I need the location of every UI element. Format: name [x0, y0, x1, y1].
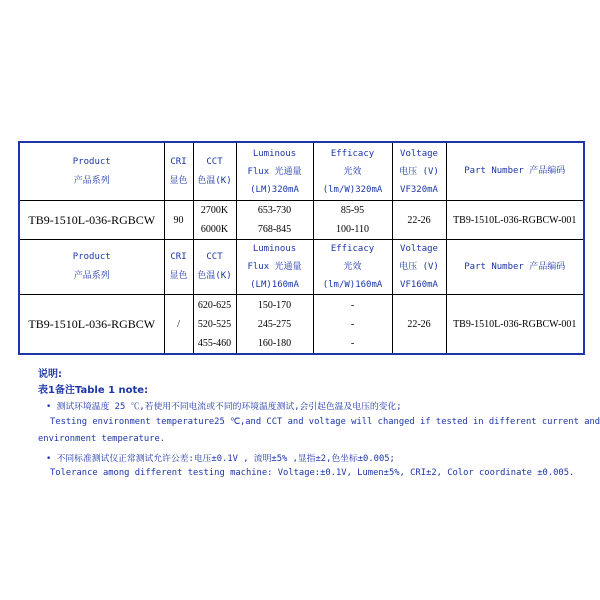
header-text: CCT — [206, 252, 223, 262]
series-cell: TB9-1510L-036-RGBCW — [19, 201, 164, 240]
header-text: Luminous — [252, 244, 297, 254]
header-cri — [164, 240, 193, 295]
header-text: 色温(K) — [197, 271, 232, 281]
header-product — [19, 240, 164, 295]
header-voltage — [392, 240, 446, 295]
header-text: Efficacy — [330, 148, 375, 159]
cell-text: - — [350, 299, 355, 311]
cct-cell — [193, 295, 236, 355]
part-number-cell: TB9-1510L-036-RGBCW-001 — [446, 201, 584, 240]
cell-text: 6000K — [200, 224, 229, 235]
flux-cell — [236, 295, 313, 355]
header-text: Flux 光通量 — [247, 166, 302, 177]
header-text: CCT — [206, 156, 223, 167]
header-text: 电压 (V) — [399, 262, 439, 272]
cell-text: 620-625 — [197, 299, 232, 311]
header-text: CRI — [170, 252, 187, 262]
cell-text: - — [350, 318, 355, 330]
header-text: Voltage — [400, 244, 438, 254]
cell-text: 768-845 — [257, 224, 292, 235]
note-line: Tolerance among different testing machine: Voltage:±0.1V, Lumen±5%, CRI±2, Color coordinate ±0.005. — [50, 468, 575, 478]
cell-text: 100-110 — [336, 224, 369, 235]
header-text: 光效 — [343, 166, 362, 177]
header-text: 产品系列 — [73, 271, 110, 281]
notes-subtitle: 表1备注Table 1 note: — [38, 385, 149, 396]
header-text: 显色 — [169, 271, 188, 281]
header-text: 电压 (V) — [399, 166, 439, 177]
header-text: 产品系列 — [73, 175, 110, 186]
cri-cell: 90 — [164, 201, 193, 240]
cell-text: 245-275 — [257, 318, 292, 330]
header-text: Flux 光通量 — [247, 262, 302, 272]
note-line: • 测试环境温度 25 ℃,若使用不同电流或不同的环境温度测试,会引起色温及电压的变化; — [46, 402, 402, 412]
efficacy-cell — [313, 295, 392, 355]
cell-text: 150-170 — [257, 299, 292, 311]
cell-text: 85-95 — [340, 205, 365, 216]
voltage-cell: 22-26 — [392, 201, 446, 240]
header-cri — [164, 142, 193, 201]
cell-text: 653-730 — [257, 205, 292, 216]
notes-title: 说明: — [38, 369, 62, 380]
header-flux — [236, 142, 313, 201]
header-row-320ma — [19, 142, 584, 201]
header-text: Efficacy — [330, 244, 375, 254]
header-efficacy — [313, 142, 392, 201]
header-text: Product — [72, 252, 111, 262]
header-voltage — [392, 142, 446, 201]
header-text: Product — [72, 156, 111, 167]
cell-text: 2700K — [200, 205, 229, 216]
header-text: 光效 — [343, 262, 362, 272]
header-part-number: Part Number 产品编码 — [446, 240, 584, 295]
flux-cell — [236, 201, 313, 240]
efficacy-cell — [313, 201, 392, 240]
table-row — [19, 201, 584, 240]
header-text: 显色 — [169, 175, 188, 186]
cct-cell — [193, 201, 236, 240]
cri-cell: / — [164, 295, 193, 355]
header-text: CRI — [170, 156, 187, 167]
series-cell: TB9-1510L-036-RGBCW — [19, 295, 164, 355]
header-product — [19, 142, 164, 201]
header-text: Luminous — [252, 148, 297, 159]
note-line: environment temperature. — [38, 434, 166, 444]
header-text: Voltage — [400, 148, 438, 159]
header-text: VF320mA — [400, 184, 438, 195]
cell-text: 520-525 — [197, 318, 232, 330]
header-text: (LM)160mA — [250, 280, 299, 290]
note-line: Testing environment temperature25 ℃,and CCT and voltage will changed if tested in different current and — [50, 417, 600, 427]
header-flux — [236, 240, 313, 295]
cell-text: 160-180 — [257, 337, 292, 349]
table-row — [19, 295, 584, 355]
spec-table — [18, 141, 585, 355]
header-text: (LM)320mA — [250, 184, 299, 195]
cell-text: 455-460 — [197, 337, 232, 349]
header-row-160ma — [19, 240, 584, 295]
voltage-cell: 22-26 — [392, 295, 446, 355]
header-text: (lm/W)320mA — [322, 184, 383, 195]
header-text: VF160mA — [400, 280, 438, 290]
header-part-number: Part Number 产品编码 — [446, 142, 584, 201]
header-cct — [193, 142, 236, 201]
header-cct — [193, 240, 236, 295]
header-text: (lm/W)160mA — [322, 280, 383, 290]
cell-text: - — [350, 337, 355, 349]
header-efficacy — [313, 240, 392, 295]
header-text: 色温(K) — [197, 175, 232, 186]
part-number-cell: TB9-1510L-036-RGBCW-001 — [446, 295, 584, 355]
note-line: • 不同标准测试仪正常测试允许公差:电压±0.1V , 流明±5% ,显指±2,色坐标±0.005; — [46, 454, 395, 464]
